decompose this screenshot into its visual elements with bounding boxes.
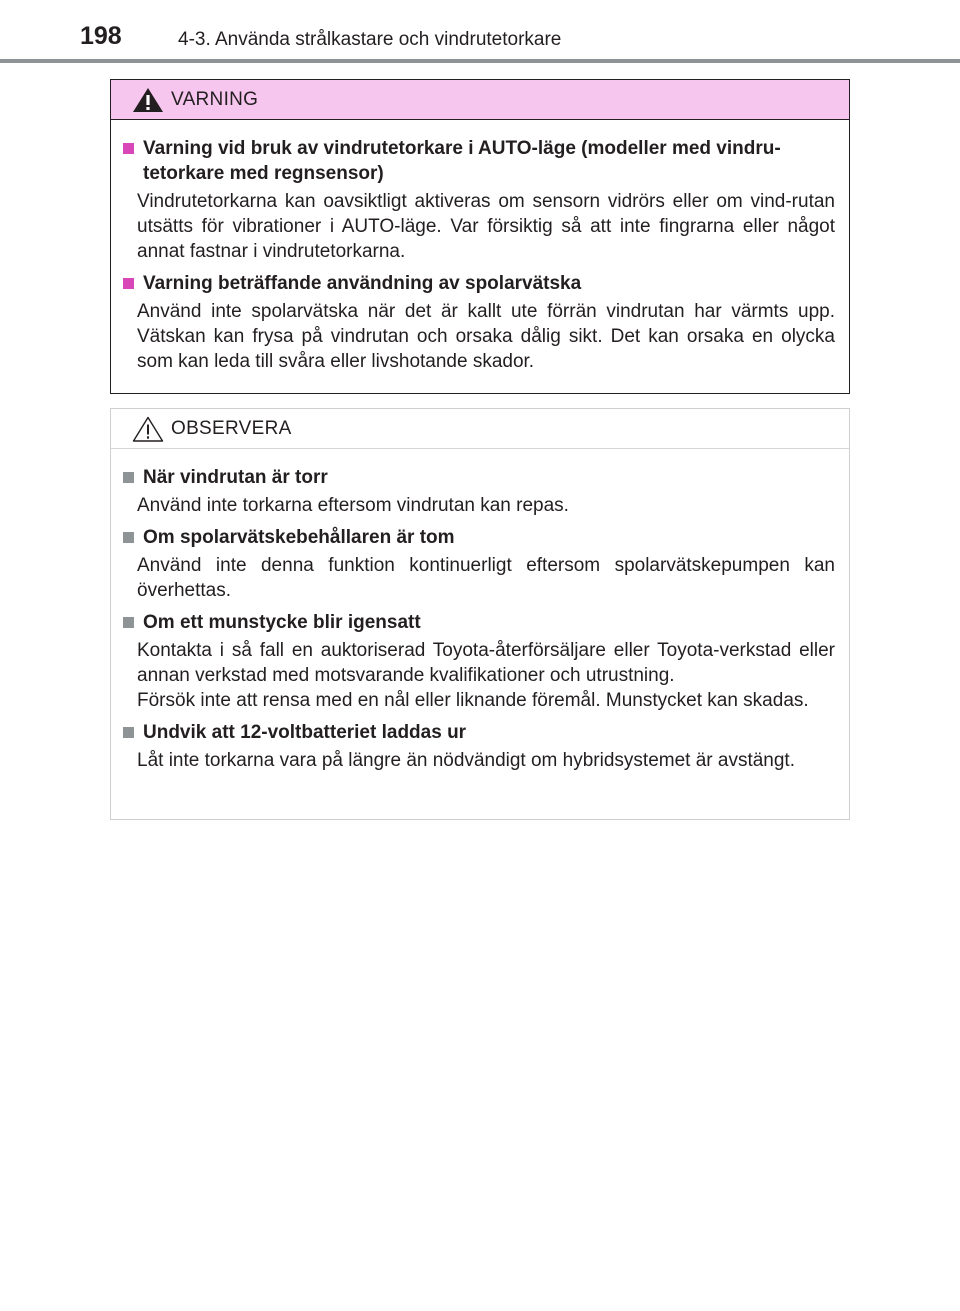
caution-item-title: Om spolarvätskebehållaren är tom xyxy=(143,527,455,548)
caution-item xyxy=(123,720,835,773)
warning-item xyxy=(123,271,835,374)
caution-box-header xyxy=(111,409,849,449)
caution-label: OBSERVERA xyxy=(171,418,292,439)
page-header xyxy=(0,0,960,64)
warning-box xyxy=(110,79,850,394)
square-bullet-icon xyxy=(123,727,134,738)
caution-item-text xyxy=(123,638,835,713)
square-bullet-icon xyxy=(123,143,134,154)
square-bullet-icon xyxy=(123,278,134,289)
caution-item-text: Använd inte denna funktion kontinuerligt eftersom spolarvätskepumpen kan överhettas. xyxy=(137,555,835,601)
caution-box xyxy=(110,408,850,820)
square-bullet-icon xyxy=(123,532,134,543)
square-bullet-icon xyxy=(123,472,134,483)
caution-box-body xyxy=(111,449,849,773)
warning-item-text: Använd inte spolarvätska när det är kallt ute förrän vindrutan har värmts upp. Vätskan kan frysa på vindrutan och orsaka dålig sikt. Det kan orsaka en olycka som kan leda till svåra eller livshotande skador. xyxy=(137,301,835,372)
warning-item-title: Varning beträffande användning av spolarvätska xyxy=(143,273,582,294)
caution-item-title: Undvik att 12-voltbatteriet laddas ur xyxy=(143,722,467,743)
caution-item-text: Använd inte torkarna eftersom vindrutan kan repas. xyxy=(137,495,569,516)
caution-item-paragraph: Kontakta i så fall en auktoriserad Toyota-återförsäljare eller Toyota-verkstad eller annan verkstad med motsvarande kvalifikationer och utrustning. xyxy=(137,640,835,686)
warning-item xyxy=(123,136,835,264)
caution-triangle-icon xyxy=(131,415,165,443)
warning-label: VARNING xyxy=(171,89,259,110)
warning-triangle-icon xyxy=(131,86,165,114)
section-title: 4-3. Använda strålkastare och vindrutetorkare xyxy=(178,29,562,50)
caution-item-paragraph: Försök inte att rensa med en nål eller liknande föremål. Munstycket kan skadas. xyxy=(137,690,809,711)
warning-item-title: Varning vid bruk av vindrutetorkare i AUTO-läge (modeller med vindru-tetorkare med regnsensor) xyxy=(143,138,781,184)
warning-box-body xyxy=(111,120,849,374)
caution-item xyxy=(123,465,835,518)
caution-item-title: När vindrutan är torr xyxy=(143,467,328,488)
caution-item-text: Låt inte torkarna vara på längre än nödvändigt om hybridsystemet är avstängt. xyxy=(137,750,795,771)
warning-item-text: Vindrutetorkarna kan oavsiktligt aktiveras om sensorn vidrörs eller om vind-rutan utsätts för vibrationer i AUTO-läge. Var försiktig så att inte fingrarna eller något annat fastnar i vindrutetorkarna. xyxy=(137,191,835,262)
caution-item-title: Om ett munstycke blir igensatt xyxy=(143,612,421,633)
header-rule xyxy=(0,59,960,63)
square-bullet-icon xyxy=(123,617,134,628)
warning-box-header xyxy=(111,80,849,120)
caution-item xyxy=(123,610,835,713)
page-number: 198 xyxy=(80,22,122,50)
caution-item xyxy=(123,525,835,603)
